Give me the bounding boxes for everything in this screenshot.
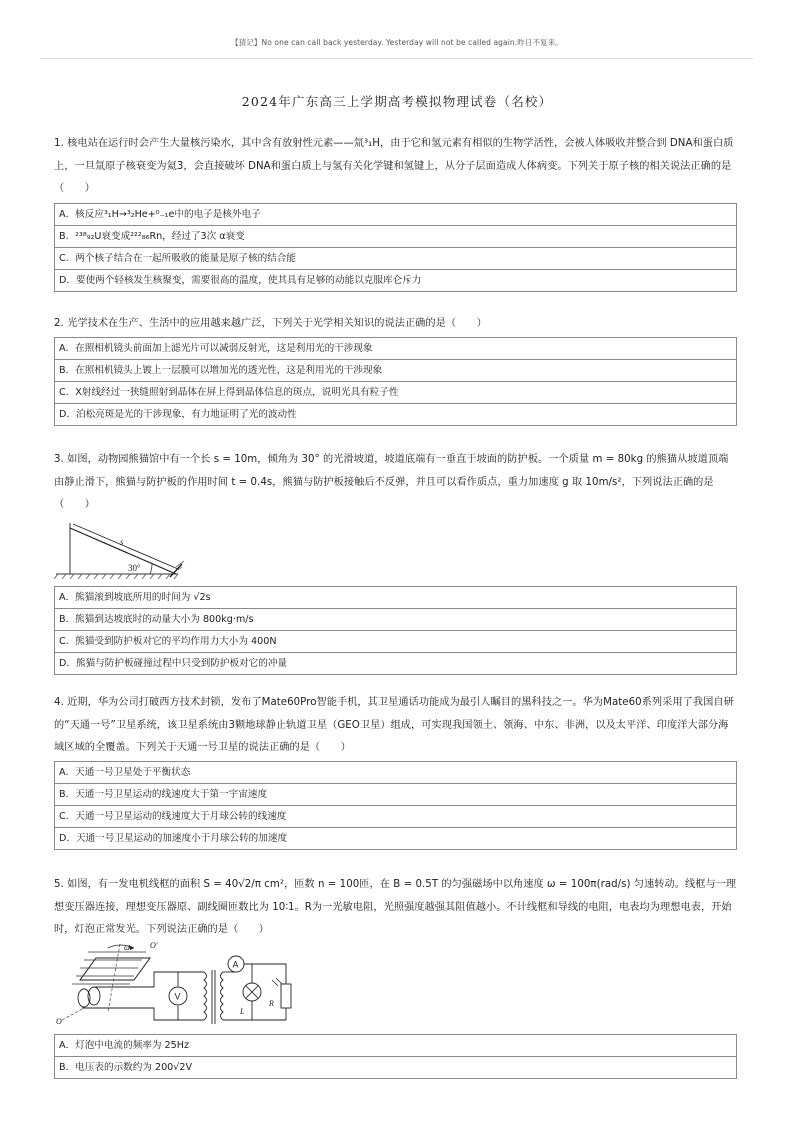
option-d[interactable]: D．天通一号卫星运动的加速度小于月球公转的加速度 [55, 827, 737, 849]
o-prime-label: O′ [150, 941, 158, 950]
lamp-label: L [240, 1006, 245, 1016]
question-stem: 3. 如图，动物园熊猫馆中有一个长 s = 10m，倾角为 30° 的光滑坡道，坡道底端有一垂直于坡面的防护板。一个质量 m = 80kg 的熊猫从坡道顶端由静止滑下，熊猫与防护板的作用时间 t = 0.4s，熊猫与防护板接触后不反弹，并且可以看作质点，重力加速度 g 取 10m/s²，下列说法正确的是（ ） [54, 454, 729, 510]
question-stem: 4. 近期，华为公司打破西方技术封锁，发布了Mate60Pro智能手机，其卫星通话功能成为最引人瞩目的黑科技之一。华为Mate60系列采用了我国自研的“天通一号”卫星系统，该卫星系统由3颗地球静止轨道卫星（GEO卫星）组成，可实现我国领土、领海、中东、非洲，以及太平洋、印度洋大部分海域区域的全覆盖。下列关于天通一号卫星的说法正确的是（ ） [54, 697, 734, 753]
photoresistor-icon [281, 984, 291, 1008]
question-5 [54, 874, 737, 1079]
generator-figure [54, 942, 737, 1030]
options-table [54, 761, 737, 850]
option-d[interactable]: D．泊松亮斑是光的干涉现象，有力地证明了光的波动性 [55, 403, 737, 425]
incline-diagram [54, 519, 194, 581]
option-b[interactable]: B．在照相机镜头上镀上一层膜可以增加光的透光性，这是利用光的干涉现象 [55, 359, 737, 381]
option-a[interactable]: A．灯泡中电流的频率为 25Hz [55, 1034, 737, 1056]
question-stem: 1. 核电站在运行时会产生大量核污染水，其中含有放射性元素——氚³₁H，由于它和氢元素有相似的生物学活性，会被人体吸收并整合到 DNA和蛋白质上，一旦氚原子核衰变为氦3，会直接破坏 DNA和蛋白质上与氢有关化学键和氢键上，从分子层面造成人体病变。下列关于原子核的相关说法正确的是（ ） [54, 138, 734, 194]
option-b[interactable]: B．²³⁸₉₂U衰变成²²²₈₆Rn，经过了3次 α衰变 [55, 225, 737, 247]
header-note: 【猜记】No one can call back yesterday. Yesterday will not be called again.昨日不复来。 [231, 38, 563, 47]
options-table [54, 586, 737, 675]
option-d[interactable]: D．熊猫与防护板碰撞过程中只受到防护板对它的冲量 [55, 652, 737, 674]
option-b[interactable]: B．电压表的示数约为 200√2V [55, 1056, 737, 1078]
question-4 [54, 692, 737, 850]
omega-label: ω [124, 942, 130, 952]
option-b[interactable]: B．熊猫到达坡底时的动量大小为 800kg·m/s [55, 608, 737, 630]
options-table [54, 1034, 737, 1079]
slope-angle-label: 30° [128, 562, 141, 573]
slope-length-label: s [120, 536, 124, 547]
option-a[interactable]: A．在照相机镜头前面加上滤光片可以减弱反射光，这是利用光的干涉现象 [55, 337, 737, 359]
o-label: O [56, 1016, 62, 1026]
resistor-label: R [269, 998, 274, 1008]
options-table [54, 203, 737, 292]
option-d[interactable]: D．要使两个轻核发生核聚变，需要很高的温度，使其具有足够的动能以克服库仑斥力 [55, 269, 737, 291]
paper-title: 2024年广东高三上学期高考模拟物理试卷（名校） [241, 94, 553, 109]
option-a[interactable]: A．熊猫滚到坡底所用的时间为 √2s [55, 586, 737, 608]
option-c[interactable]: C．天通一号卫星运动的线速度大于月球公转的线速度 [55, 805, 737, 827]
question-stem: 5. 如图，有一发电机线框的面积 S = 40√2/π cm²，匝数 n = 100匝，在 B = 0.5T 的匀强磁场中以角速度 ω = 100π(rad/s) 匀速转动。线框与一理想变压器连接，理想变压器原、副线圈匝数比为 10∶1。R为一光敏电阻，光照强度越强其阻值越小。不计线框和导线的电阻，电表均为理想电表，开始时，灯泡正常发光。下列说法正确的是（ ） [54, 879, 737, 935]
voltmeter-label: V [174, 991, 181, 1001]
option-a[interactable]: A．核反应³₁H→³₂He+⁰₋₁e中的电子是核外电子 [55, 203, 737, 225]
option-a[interactable]: A．天通一号卫星处于平衡状态 [55, 761, 737, 783]
question-3 [54, 449, 737, 675]
options-table [54, 337, 737, 426]
header-rule [40, 58, 754, 59]
question-2 [54, 313, 737, 426]
option-c[interactable]: C．X射线经过一狭缝照射到晶体在屏上得到晶体信息的斑点，说明光具有粒子性 [55, 381, 737, 403]
option-c[interactable]: C．熊猫受到防护板对它的平均作用力大小为 400N [55, 630, 737, 652]
ammeter-label: A [232, 959, 239, 969]
option-b[interactable]: B．天通一号卫星运动的线速度大于第一宇宙速度 [55, 783, 737, 805]
option-c[interactable]: C．两个核子结合在一起所吸收的能量是原子核的结合能 [55, 247, 737, 269]
generator-circuit-diagram [54, 942, 294, 1030]
question-stem: 2. 光学技术在生产、生活中的应用越来越广泛，下列关于光学相关知识的说法正确的是（ ） [54, 318, 487, 329]
question-1 [54, 133, 737, 292]
incline-figure [54, 519, 737, 581]
